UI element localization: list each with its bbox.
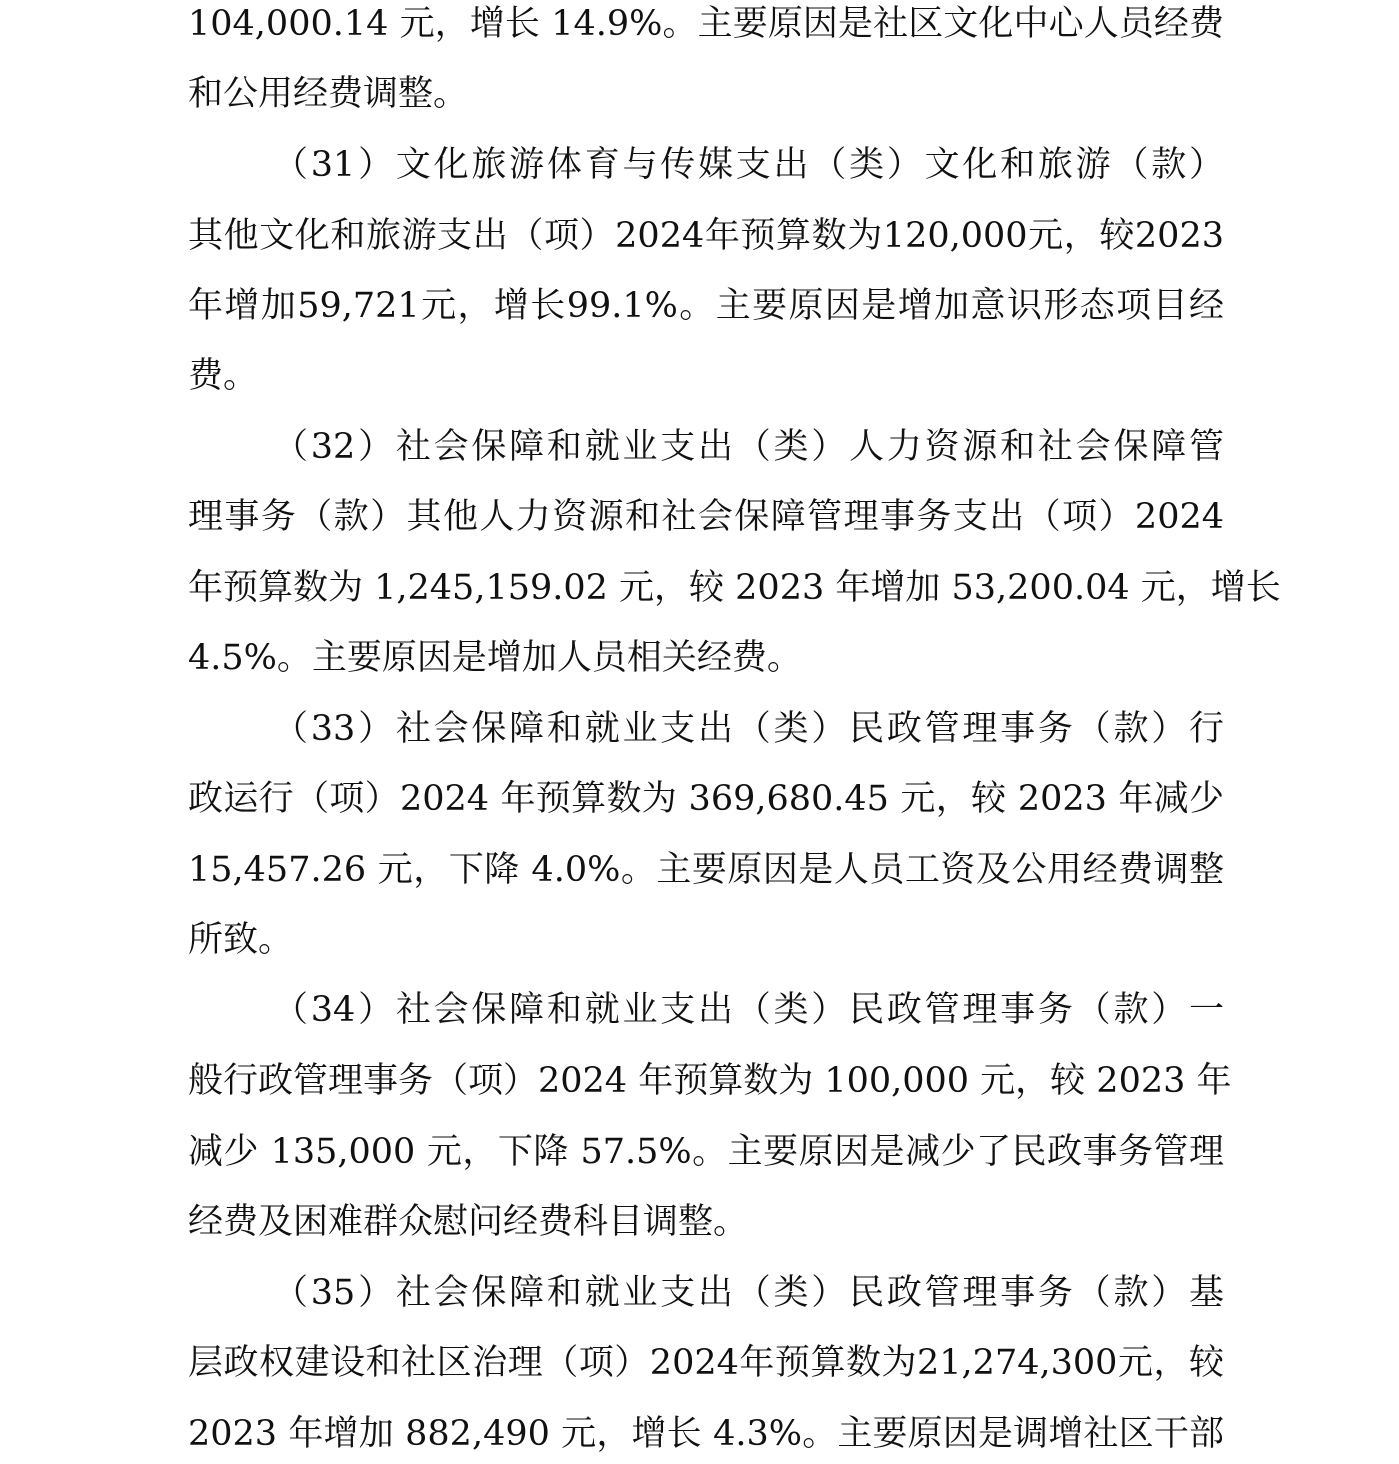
paragraph-33-heading: （33）社会保障和就业支出（类）民政管理事务（款）行 (273, 709, 1224, 749)
text-line: 费。 (188, 356, 259, 396)
text-line: 所致。 (188, 920, 294, 960)
text-line: 经费及困难群众慰问经费科目调整。 (188, 1202, 749, 1242)
text-line: 年预算数为 1,245,159.02 元，较 2023 年增加 53,200.04 元，增长 (188, 568, 1281, 608)
text-line: 政运行（项）2024 年预算数为 369,680.45 元，较 2023 年减少 (188, 779, 1224, 819)
text-line: 层政权建设和社区治理（项）2024年预算数为21,274,300元，较 (188, 1343, 1224, 1383)
text-line: 15,457.26 元，下降 4.0%。主要原因是人员工资及公用经费调整 (188, 850, 1224, 890)
text-line: 4.5%。主要原因是增加人员相关经费。 (188, 638, 802, 678)
text-line: 104,000.14 元，增长 14.9%。主要原因是社区文化中心人员经费 (188, 4, 1224, 44)
text-line: 其他文化和旅游支出（项）2024年预算数为120,000元，较2023 (188, 216, 1224, 256)
paragraph-35-heading: （35）社会保障和就业支出（类）民政管理事务（款）基 (273, 1273, 1224, 1313)
text-line: 理事务（款）其他人力资源和社会保障管理事务支出（项）2024 (188, 497, 1224, 537)
paragraph-31-heading: （31）文化旅游体育与传媒支出（类）文化和旅游（款） (273, 145, 1224, 185)
paragraph-34-heading: （34）社会保障和就业支出（类）民政管理事务（款）一 (273, 990, 1224, 1030)
paragraph-32-heading: （32）社会保障和就业支出（类）人力资源和社会保障管 (273, 427, 1224, 467)
text-line: 2023 年增加 882,490 元，增长 4.3%。主要原因是调增社区干部 (188, 1414, 1224, 1454)
text-line: 减少 135,000 元，下降 57.5%。主要原因是减少了民政事务管理 (188, 1132, 1224, 1172)
text-line: 和公用经费调整。 (188, 74, 469, 114)
text-line: 年增加59,721元，增长99.1%。主要原因是增加意识形态项目经 (188, 286, 1224, 326)
text-line: 般行政管理事务（项）2024 年预算数为 100,000 元，较 2023 年 (188, 1061, 1232, 1101)
